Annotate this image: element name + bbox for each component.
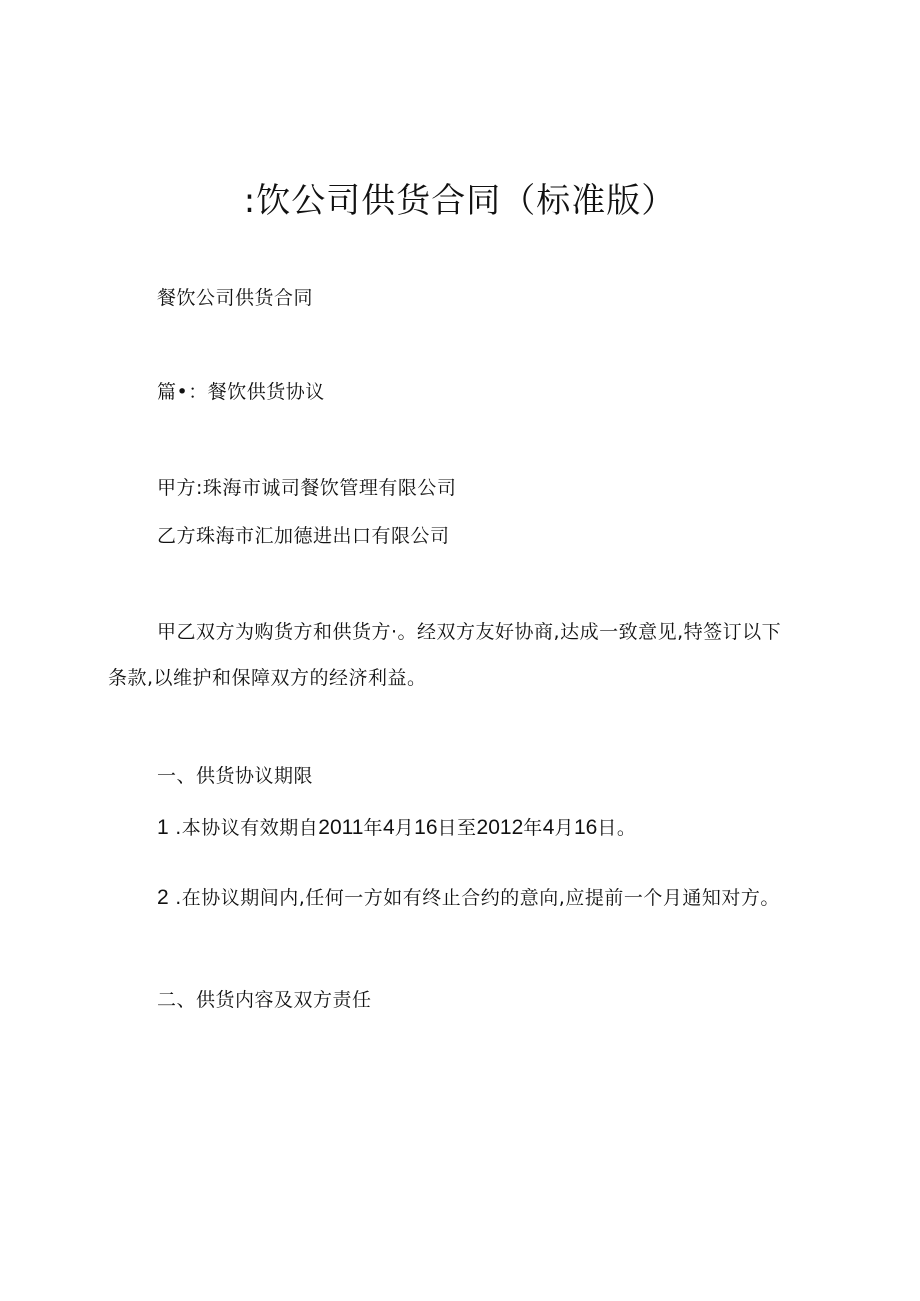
section-2-heading: 二、供货内容及双方责任 (157, 989, 372, 1011)
clause-text: .在协议期间内,任何一方如有终止合约的意向,应提前一个月通知对方。 (168, 887, 780, 909)
clause-number: 2 (157, 886, 169, 909)
party-b: 乙方珠海市汇加德进出口有限公司 (157, 525, 450, 547)
clause-1-1 (157, 814, 636, 842)
year-char: 年 (523, 817, 543, 839)
end-day: 16 (573, 816, 598, 839)
preamble-line-2: 条款,以维护和保障双方的经济利益。 (108, 667, 427, 689)
year-char: 年 (363, 817, 383, 839)
chapter-heading: 篇•：餐饮供货协议 (157, 381, 325, 403)
section-1-heading: 一、供货协议期限 (157, 765, 314, 787)
end-year: 2012 (476, 816, 524, 839)
start-day: 16 (414, 816, 438, 839)
clause-text: .本协议有效期自 (168, 817, 319, 839)
day-end-text: 日。 (597, 817, 637, 839)
start-year: 2011 (318, 816, 364, 839)
clause-number: 1 (157, 816, 169, 839)
start-month: 4 (382, 816, 395, 839)
day-to-text: 日至 (437, 817, 477, 839)
document-title: :饮公司供货合同（标准版） (243, 181, 677, 221)
end-month: 4 (542, 816, 555, 839)
clause-1-2 (157, 884, 780, 912)
party-a: 甲方:珠海市诚司餐饮管理有限公司 (157, 477, 457, 499)
preamble-line-1: 甲乙双方为购货方和供货方·。经双方友好协商,达成一致意见,特签订以下 (157, 621, 782, 643)
month-char: 月 (554, 817, 574, 839)
contract-subtitle: 餐饮公司供货合同 (157, 287, 314, 309)
month-char: 月 (394, 817, 415, 839)
